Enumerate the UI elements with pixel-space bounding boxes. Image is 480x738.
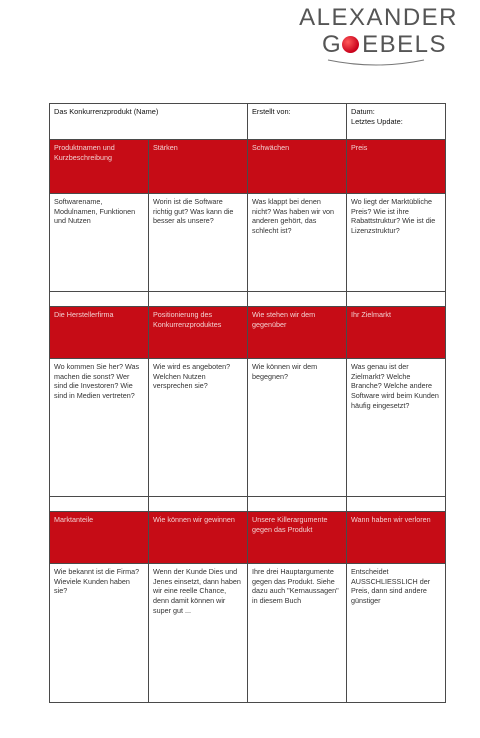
- spacer-row: [50, 497, 446, 512]
- logo-letter-g: G: [321, 31, 343, 58]
- question-cell[interactable]: Wie bekannt ist die Firma? Wieviele Kunden haben sie?: [50, 564, 149, 703]
- section-1-question-row: [50, 194, 446, 292]
- heading-cell: Preis: [347, 140, 446, 194]
- heading-cell: Positionierung des Konkurrenzproduktes: [149, 307, 248, 359]
- competitor-analysis-table: [49, 103, 446, 703]
- question-cell[interactable]: Worin ist die Software richtig gut? Was kann die besser als unsere?: [149, 194, 248, 292]
- question-cell[interactable]: Wie wird es angeboten? Welchen Nutzen versprechen sie?: [149, 359, 248, 497]
- question-cell[interactable]: Was genau ist der Zielmarkt? Welche Branche? Welche andere Software wird beim Kunden häufig eingesetzt?: [347, 359, 446, 497]
- spacer-cell: [149, 497, 248, 512]
- spacer-cell: [248, 292, 347, 307]
- question-cell[interactable]: Ihre drei Hauptargumente gegen das Produkt. Siehe dazu auch "Kernaussagen" in diesem Buch: [248, 564, 347, 703]
- heading-cell: Schwächen: [248, 140, 347, 194]
- spacer-cell: [347, 292, 446, 307]
- spacer-cell: [347, 497, 446, 512]
- question-cell[interactable]: Was klappt bei denen nicht? Was haben wir von anderen gehört, das schlecht ist?: [248, 194, 347, 292]
- section-1-heading-row: [50, 140, 446, 194]
- date-label: Datum:: [351, 107, 375, 116]
- heading-cell: Produktnamen und Kurzbeschreibung: [50, 140, 149, 194]
- logo-swoosh-icon: [326, 56, 426, 68]
- question-cell[interactable]: Wo kommen Sie her? Was machen die sonst? Wer sind die Investoren? Wie sind in Medien vertreten?: [50, 359, 149, 497]
- section-3-question-row: [50, 564, 446, 703]
- section-2-heading-row: [50, 307, 446, 359]
- question-cell[interactable]: Wo liegt der Marktübliche Preis? Wie ist ihre Rabattstruktur? Wie ist die Lizenzstruktur?: [347, 194, 446, 292]
- brand-logo: [299, 4, 458, 92]
- heading-cell: Ihr Zielmarkt: [347, 307, 446, 359]
- question-cell[interactable]: Entscheidet AUSSCHLIESSLICH der Preis, dann sind andere günstiger: [347, 564, 446, 703]
- question-cell[interactable]: Wenn der Kunde Dies und Jenes einsetzt, dann haben wir eine reelle Chance, denn damit können wir super gut ...: [149, 564, 248, 703]
- logo-text-first-name: ALEXANDER: [299, 4, 458, 31]
- section-3-heading-row: [50, 512, 446, 564]
- question-cell[interactable]: Wie können wir dem begegnen?: [248, 359, 347, 497]
- question-cell[interactable]: Softwarename, Modulnamen, Funktionen und Nutzen: [50, 194, 149, 292]
- logo-letters-ebels: EBELS: [362, 31, 447, 58]
- red-ball-icon: [342, 36, 359, 53]
- heading-cell: Wie können wir gewinnen: [149, 512, 248, 564]
- heading-cell: Unsere Killerargumente gegen das Produkt: [248, 512, 347, 564]
- product-name-cell[interactable]: [50, 104, 248, 140]
- section-2-question-row: [50, 359, 446, 497]
- date-cell[interactable]: [347, 104, 446, 140]
- product-name-label: Das Konkurrenzprodukt (Name): [54, 107, 159, 116]
- heading-cell: Wie stehen wir dem gegenüber: [248, 307, 347, 359]
- spacer-cell: [248, 497, 347, 512]
- spacer-cell: [149, 292, 248, 307]
- header-row: [50, 104, 446, 140]
- logo-text-last-name: [322, 31, 447, 59]
- created-by-cell[interactable]: [248, 104, 347, 140]
- heading-cell: Marktanteile: [50, 512, 149, 564]
- created-by-label: Erstellt von:: [252, 107, 291, 116]
- heading-cell: Wann haben wir verloren: [347, 512, 446, 564]
- heading-cell: Stärken: [149, 140, 248, 194]
- spacer-row: [50, 292, 446, 307]
- heading-cell: Die Herstellerfirma: [50, 307, 149, 359]
- spacer-cell: [50, 292, 149, 307]
- spacer-cell: [50, 497, 149, 512]
- last-update-label: Letztes Update:: [351, 116, 403, 126]
